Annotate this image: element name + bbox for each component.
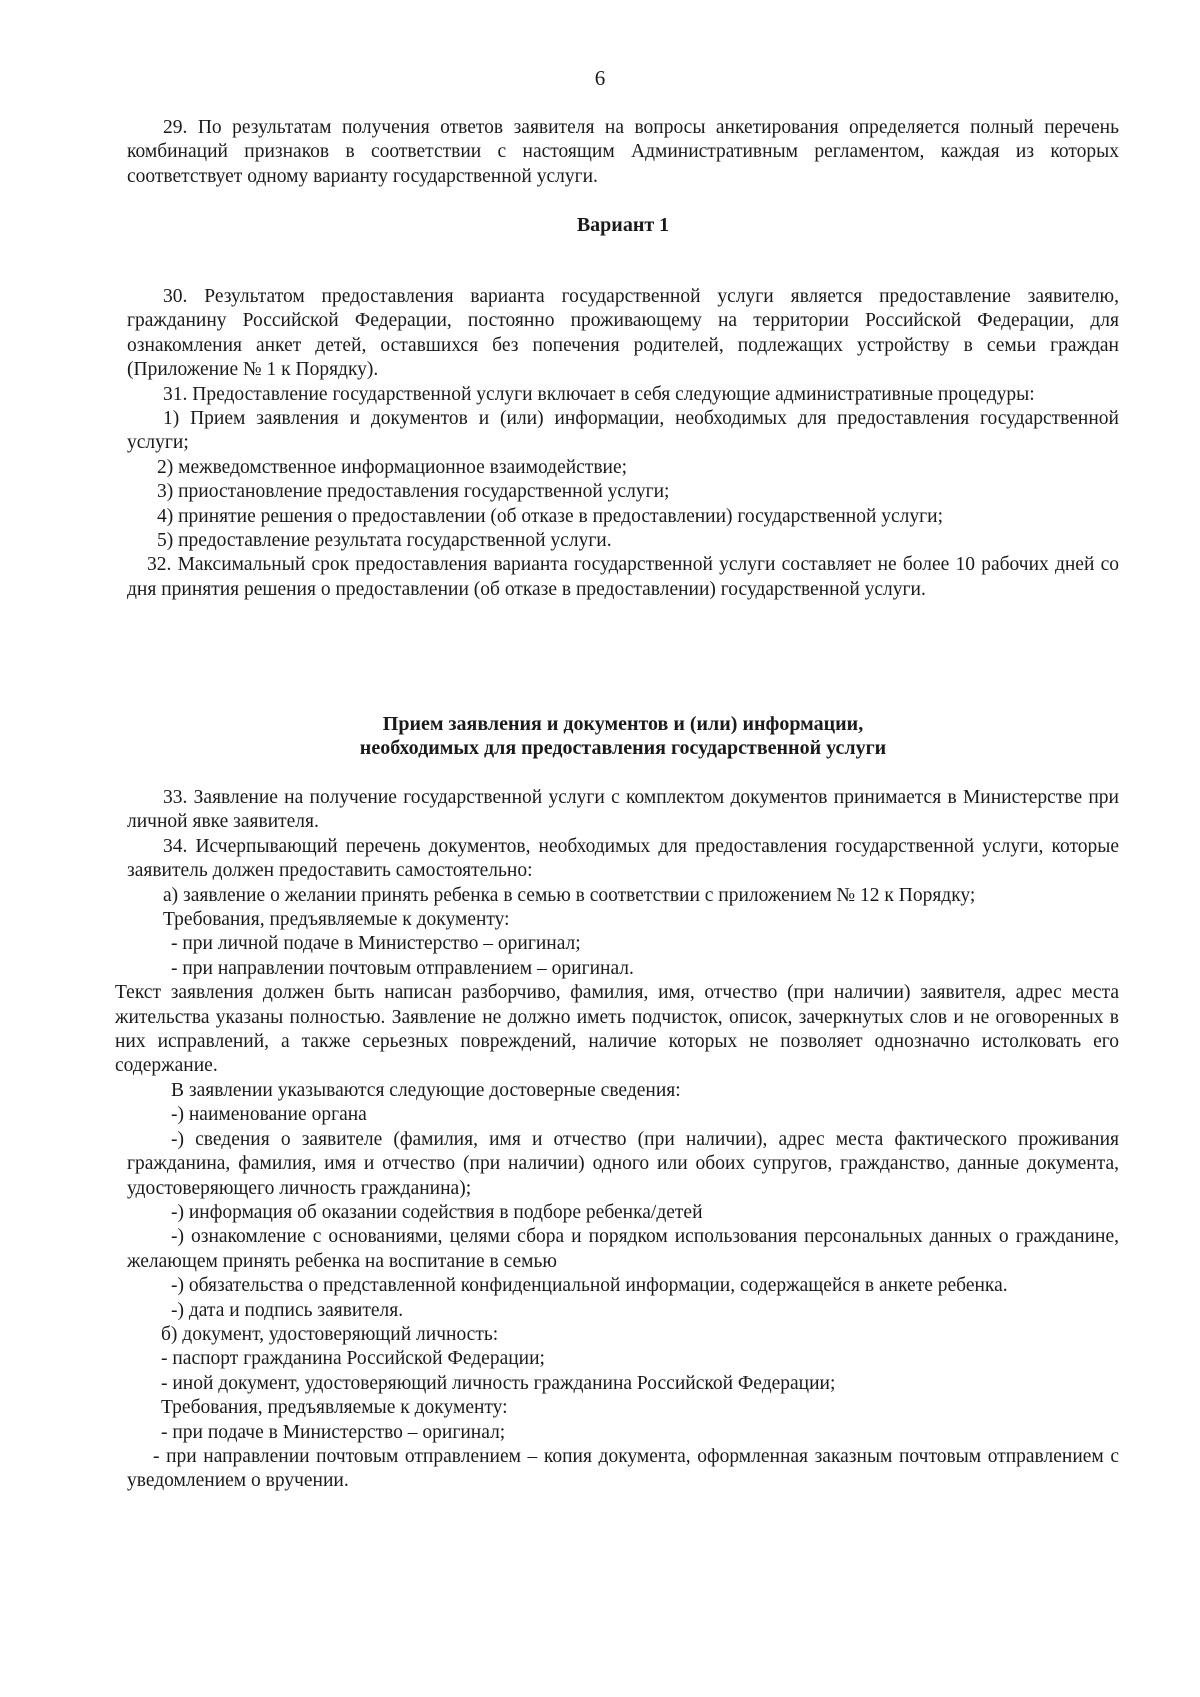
procedure-5: 5) предоставление результата государственной услуги. <box>157 530 612 552</box>
procedure-2: 2) межведомственное информационное взаимодействие; <box>157 456 628 478</box>
requirement-2-2: - при направлении почтовым отправлением – копия документа, оформленная заказным почтовым отправлением с уведомлением о вручении. <box>127 1445 1119 1492</box>
requirement-2-1: - при подаче в Министерство – оригинал; <box>161 1421 506 1443</box>
procedure-1: 1) Прием заявления и документов и (или) информации, необходимых для предоставления государственной услуги; <box>127 408 1119 454</box>
requirement-1-1: - при личной подаче в Министерство – оригинал; <box>171 933 581 955</box>
info-item-6: -) дата и подпись заявителя. <box>171 1299 404 1321</box>
requirements-2-title: Требования, предъявляемые к документу: <box>161 1397 508 1419</box>
paragraph-33: 33. Заявление на получение государственной услуги с комплектом документов принимается в Министерстве при личной явке заявителя. <box>127 787 1119 833</box>
document-b-2: - иной документ, удостоверяющий личность гражданина Российской Федерации; <box>161 1372 836 1394</box>
reception-heading-line-2: необходимых для предоставления государственной услуги <box>359 737 887 759</box>
procedure-4: 4) принятие решения о предоставлении (об отказе в предоставлении) государственной услуги; <box>157 505 943 527</box>
info-item-2: -) сведения о заявителе (фамилия, имя и отчество (при наличии), адрес места фактического проживания гражданина, фамилия, имя и отчество (при наличии) одного или обоих супругов, гражданство, данные документа, удостоверяющего личность гражданина); <box>127 1128 1119 1199</box>
application-text-requirements: Текст заявления должен быть написан разборчиво, фамилия, имя, отчество (при наличии) заявителя, адрес места жительства указаны полностью. Заявление не должно иметь подчисток, описок, зачеркнутых слов и не оговоренных в них исправлений, а также серьезных повреждений, наличие которых не позволяет однозначно истолковать его содержание. <box>115 982 1119 1077</box>
requirement-1-2: - при направлении почтовым отправлением – оригинал. <box>171 957 634 979</box>
paragraph-30: 30. Результатом предоставления варианта государственной услуги является предоставление заявителю, гражданину Российской Федерации, постоянно проживающему на территории Российской Федерации, для ознакомления анкет детей, оставшихся без попечения родителей, подлежащих устройству в семьи граждан (Приложение № 1 к Порядку). <box>127 286 1119 381</box>
paragraph-31: 31. Предоставление государственной услуги включает в себя следующие административные процедуры: <box>163 383 1035 405</box>
section-1 <box>127 116 1119 189</box>
paragraph-34: 34. Исчерпывающий перечень документов, необходимых для предоставления государственной услуги, которые заявитель должен предоставить самостоятельно: <box>127 835 1119 882</box>
info-intro: В заявлении указываются следующие достоверные сведения: <box>171 1079 681 1101</box>
document-b-1: - паспорт гражданина Российской Федерации; <box>161 1348 545 1370</box>
document-a: а) заявление о желании принять ребенка в семью в соответствии с приложением № 12 к Порядку; <box>163 884 976 906</box>
page-number: 6 <box>594 66 606 90</box>
section-3 <box>115 786 1119 1494</box>
section-2 <box>127 285 1119 602</box>
variant-heading: Вариант 1 <box>576 214 670 236</box>
procedure-3: 3) приостановление предоставления государственной услуги; <box>157 481 670 503</box>
document-b: б) документ, удостоверяющий личность: <box>161 1323 499 1345</box>
info-item-5: -) обязательства о представленной конфиденциальной информации, содержащейся в анкете ребенка. <box>171 1275 1008 1297</box>
info-item-4: -) ознакомление с основаниями, целями сбора и порядком использования персональных данных о гражданине, желающем принять ребенка на воспитание в семью <box>127 1226 1119 1272</box>
requirements-1-title: Требования, предъявляемые к документу: <box>163 909 510 931</box>
reception-heading-line-1: Прием заявления и документов и (или) информации, <box>382 713 864 735</box>
info-item-1: -) наименование органа <box>171 1104 367 1126</box>
info-item-3: -) информация об оказании содействия в подборе ребенка/детей <box>171 1201 703 1223</box>
paragraph-29: 29. По результатам получения ответов заявителя на вопросы анкетирования определяется полный перечень комбинаций признаков в соответствии с настоящим Административным регламентом, каждая из которых соответствует одному варианту государственной услуги. <box>127 117 1119 187</box>
paragraph-32: 32. Максимальный срок предоставления варианта государственной услуги составляет не более 10 рабочих дней со дня принятия решения о предоставлении (об отказе в предоставлении) государственной услуги. <box>127 554 1119 600</box>
